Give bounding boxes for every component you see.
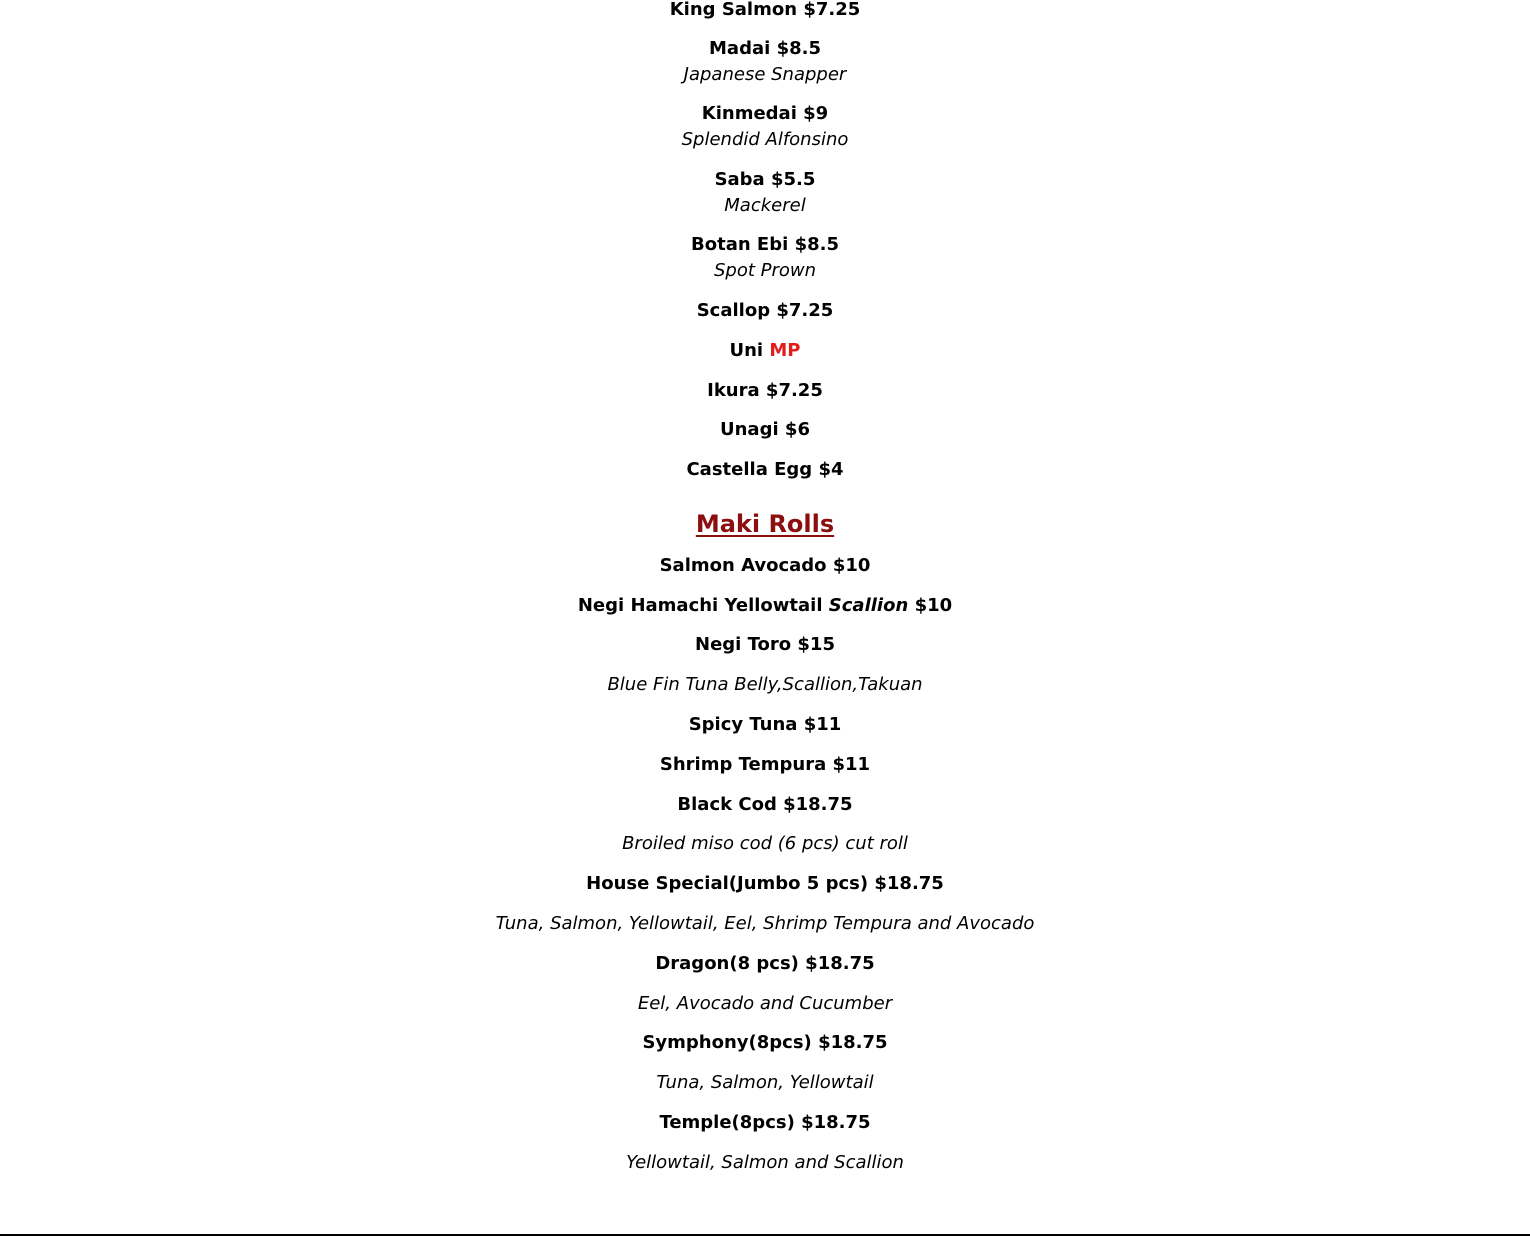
- item-name: Spicy Tuna: [688, 714, 798, 735]
- menu-item-shrimp-tempura: [0, 754, 1530, 776]
- menu-item-castella-egg: [0, 459, 1530, 481]
- item-name: Ikura: [707, 380, 760, 401]
- item-description: Broiled miso cod (6 pcs) cut roll: [622, 833, 908, 854]
- item-name: Temple(8pcs): [659, 1112, 795, 1133]
- item-price: $11: [803, 714, 842, 735]
- menu-item-house-special: [0, 873, 1530, 895]
- item-price: $5.5: [771, 169, 816, 190]
- item-price: $18.75: [818, 1032, 888, 1053]
- menu-item-dragon: [0, 953, 1530, 975]
- item-name: Shrimp Tempura: [659, 754, 827, 775]
- menu-item-botan-ebi: [0, 234, 1530, 256]
- item-name: Negi Toro: [695, 634, 792, 655]
- item-price: $8.5: [776, 38, 821, 59]
- item-name-italic: Scallion: [828, 595, 909, 616]
- item-name: Uni: [729, 340, 764, 361]
- item-name: Negi Hamachi Yellowtail: [577, 595, 823, 616]
- item-price: $7.25: [803, 0, 861, 20]
- item-description: Spot Prown: [713, 260, 817, 281]
- menu-item-symphony: [0, 1032, 1530, 1054]
- menu-item-salmon-avocado: [0, 555, 1530, 577]
- item-price: $7.25: [776, 300, 834, 321]
- item-name: King Salmon: [669, 0, 798, 20]
- item-price: $8.5: [794, 234, 839, 255]
- item-price: $7.25: [765, 380, 823, 401]
- item-price: $10: [832, 555, 871, 576]
- menu-item-madai: [0, 38, 1530, 60]
- item-name: Salmon Avocado: [659, 555, 827, 576]
- menu-item-spicy-tuna: [0, 714, 1530, 736]
- menu-item-scallop: [0, 300, 1530, 322]
- menu-item-ikura: [0, 380, 1530, 402]
- item-name: Castella Egg: [686, 459, 813, 480]
- menu-item-unagi: [0, 419, 1530, 441]
- menu-item-negi-toro: [0, 634, 1530, 656]
- item-name: Dragon(8 pcs): [655, 953, 799, 974]
- item-price: $4: [818, 459, 844, 480]
- item-price: $10: [914, 595, 953, 616]
- item-description: Tuna, Salmon, Yellowtail: [656, 1072, 874, 1093]
- menu-item-temple: [0, 1112, 1530, 1134]
- item-name: Unagi: [720, 419, 779, 440]
- menu-item-uni: [0, 340, 1530, 362]
- item-description: Splendid Alfonsino: [681, 129, 849, 150]
- item-description: Eel, Avocado and Cucumber: [637, 993, 893, 1014]
- item-description: Mackerel: [724, 195, 806, 216]
- section-title: Maki Rolls: [695, 510, 835, 538]
- section-heading-maki-rolls: [0, 509, 1530, 539]
- item-name: Madai: [709, 38, 771, 59]
- menu-item-black-cod: [0, 794, 1530, 816]
- item-name: House Special(Jumbo 5 pcs): [586, 873, 869, 894]
- item-price: $11: [832, 754, 871, 775]
- menu-item-king-salmon: [0, 0, 1530, 21]
- item-description: Japanese Snapper: [683, 64, 847, 85]
- item-name: Saba: [714, 169, 765, 190]
- item-name: Scallop: [696, 300, 771, 321]
- item-price: $15: [797, 634, 835, 655]
- item-description: Blue Fin Tuna Belly,Scallion,Takuan: [607, 674, 923, 695]
- item-name: Symphony(8pcs): [642, 1032, 812, 1053]
- menu-item-kinmedai: [0, 103, 1530, 125]
- bottom-divider: [0, 1234, 1530, 1236]
- item-name: Kinmedai: [701, 103, 797, 124]
- item-price: $18.75: [801, 1112, 871, 1133]
- item-price: $18.75: [805, 953, 875, 974]
- item-price: $9: [803, 103, 829, 124]
- item-price: $6: [784, 419, 810, 440]
- item-name: Black Cod: [677, 794, 777, 815]
- item-description: Yellowtail, Salmon and Scallion: [626, 1152, 904, 1173]
- item-price: $18.75: [874, 873, 944, 894]
- item-name: Botan Ebi: [691, 234, 789, 255]
- menu-item-negi-hamachi: [0, 595, 1530, 617]
- item-price: $18.75: [783, 794, 853, 815]
- item-description: Tuna, Salmon, Yellowtail, Eel, Shrimp Tempura and Avocado: [495, 913, 1035, 934]
- menu-item-saba: [0, 169, 1530, 191]
- market-price-label: MP: [769, 340, 801, 361]
